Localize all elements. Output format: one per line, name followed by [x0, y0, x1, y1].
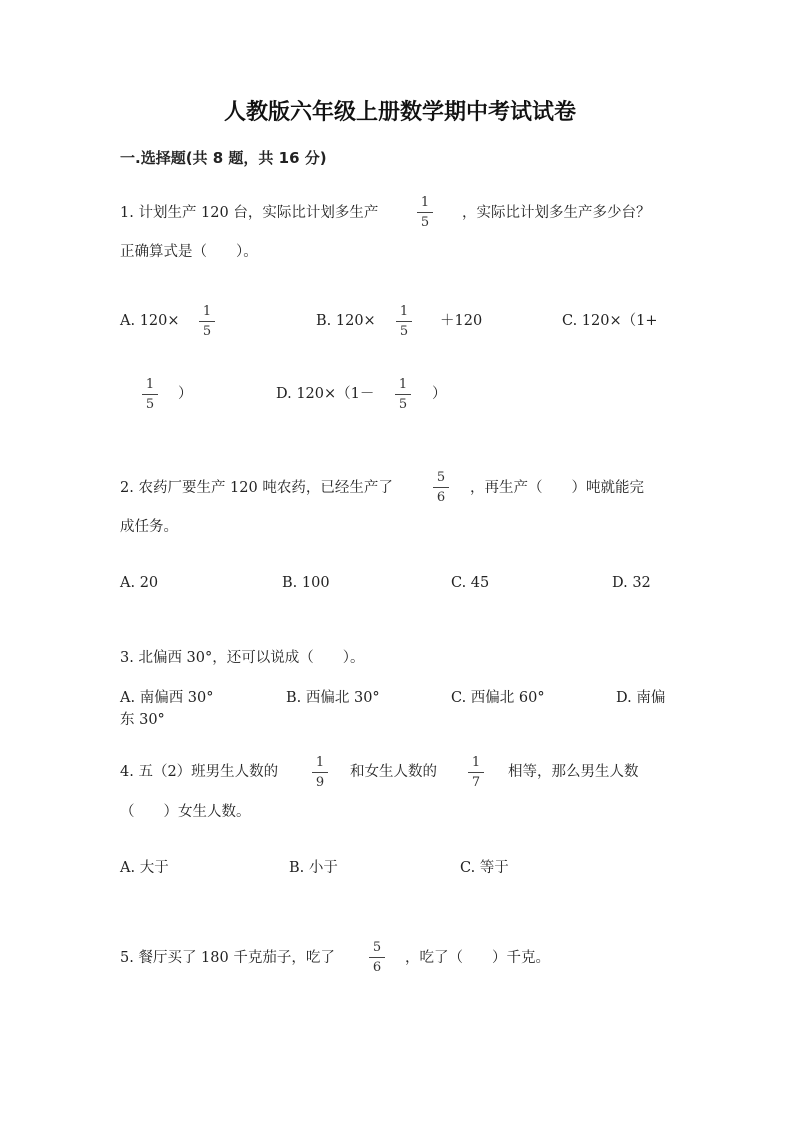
q2-text-line2: 成任务。 [120, 519, 178, 535]
q5-fraction: 5 6 [366, 941, 388, 975]
q4-option-a: A. 大于 [120, 860, 169, 876]
q2-option-b: B. 100 [282, 575, 330, 591]
q1-option-a: A. 120× [120, 313, 180, 329]
q1-text-end: ，实际比计划多生产多少台？ [462, 205, 651, 221]
q3-option-b: B. 西偏北 30° [286, 690, 380, 706]
q1-option-a-fraction: 1 5 [196, 305, 218, 339]
q3-text: 3. 北偏西 30°，还可以说成（ ）。 [120, 650, 365, 666]
page-title: 人教版六年级上册数学期中考试试卷 [223, 100, 576, 125]
q2-fraction: 5 6 [430, 471, 452, 505]
q1-option-b-tail: ＋120 [440, 313, 483, 329]
q1-text-line2: 正确算式是（ ）。 [120, 244, 258, 260]
q1-option-c-fraction: 1 5 [139, 378, 161, 412]
q1-option-d: D. 120×（1－ [276, 386, 375, 402]
q1-option-c: C. 120×（1+ [562, 313, 658, 329]
q1-option-b: B. 120× [316, 313, 376, 329]
q1-option-d-fraction: 1 5 [392, 378, 414, 412]
q2-text-end: ，再生产（ ）吨就能完 [470, 480, 644, 496]
q4-text-end: 相等，那么男生人数 [508, 764, 639, 780]
q3-option-d: D. 南偏 [616, 690, 666, 706]
section-heading: 一.选择题(共 8 题，共 16 分) [120, 149, 327, 167]
q1-option-b-fraction: 1 5 [393, 305, 415, 339]
q5-text-end: ，吃了（ ）千克。 [405, 950, 550, 966]
q3-option-c: C. 西偏北 60° [451, 690, 545, 706]
q4-text-line2: （ ）女生人数。 [120, 804, 251, 820]
q4-fraction-2: 1 7 [465, 756, 487, 790]
q4-text-middle: 和女生人数的 [350, 764, 437, 780]
q4-option-c: C. 等于 [460, 860, 509, 876]
q2-option-a: A. 20 [120, 575, 159, 591]
q1-option-c-tail: ） [178, 386, 193, 402]
q4-text-start: 4. 五（2）班男生人数的 [120, 764, 279, 780]
q2-option-d: D. 32 [612, 575, 651, 591]
q5-text-start: 5. 餐厅买了 180 千克茄子，吃了 [120, 950, 335, 966]
q2-option-c: C. 45 [451, 575, 490, 591]
q4-option-b: B. 小于 [289, 860, 338, 876]
q3-option-d-wrap: 东 30° [120, 712, 165, 728]
q2-text-start: 2. 农药厂要生产 120 吨农药，已经生产了 [120, 480, 393, 496]
q4-fraction-1: 1 9 [309, 756, 331, 790]
q1-fraction: 1 5 [414, 196, 436, 230]
q3-option-a: A. 南偏西 30° [120, 690, 214, 706]
q1-option-d-tail: ） [432, 386, 447, 402]
q1-text-start: 1. 计划生产 120 台，实际比计划多生产 [120, 205, 379, 221]
